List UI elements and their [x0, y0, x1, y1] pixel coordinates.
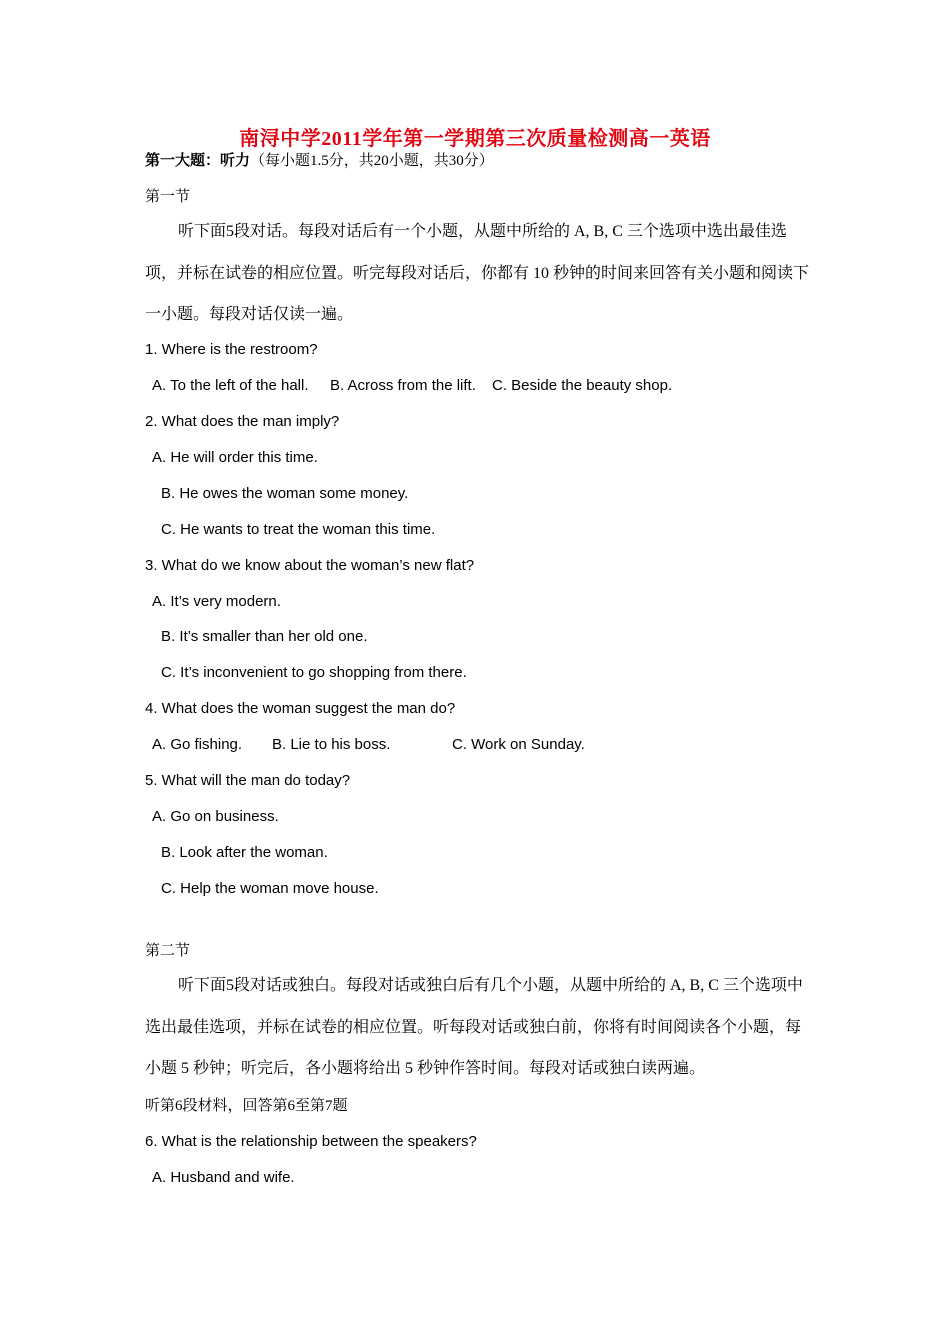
question-3-option-a: A. It’s very modern.	[152, 593, 281, 610]
section2-label: 第二节	[145, 943, 191, 959]
question-1-option-b: B. Across from the lift.	[330, 377, 476, 394]
question-4-option-b: B. Lie to his boss.	[272, 736, 391, 753]
section2-subheading: 听第6段材料，回答第6至第7题	[145, 1098, 348, 1114]
question-1-option-a: A. To the left of the hall.	[152, 377, 309, 394]
question-6-stem: 6. What is the relationship between the speakers?	[145, 1133, 477, 1150]
question-4-stem: 4. What does the woman suggest the man do?	[145, 700, 456, 717]
question-3-stem: 3. What do we know about the woman’s new flat?	[145, 557, 475, 574]
question-2-option-b: B. He owes the woman some money.	[161, 485, 409, 502]
question-2-option-c: C. He wants to treat the woman this time.	[161, 521, 436, 538]
question-5-option-a: A. Go on business.	[152, 808, 279, 825]
question-1-option-c: C. Beside the beauty shop.	[492, 377, 673, 394]
question-1-stem: 1. Where is the restroom?	[145, 341, 318, 358]
part1-heading-note: （每小题1.5分，共20小题，共30分）	[250, 153, 494, 169]
question-4-option-a: A. Go fishing.	[152, 736, 243, 753]
document-title: 南浔中学2011学年第一学期第三次质量检测高一英语	[239, 128, 711, 150]
section1-instructions: 听下面5段对话。每段对话后有一个小题，从题中所给的 A, B, C 三个选项中选出最佳选项，并标在试卷的相应位置。听完每段对话后，你都有 10 秒钟的时间来回答有关小题和阅读下一小题。每段对话仅读一遍。	[145, 223, 810, 323]
question-5-option-c: C. Help the woman move house.	[161, 880, 379, 897]
question-2-option-a: A. He will order this time.	[152, 449, 318, 466]
question-5-stem: 5. What will the man do today?	[145, 772, 351, 789]
question-2-stem: 2. What does the man imply?	[145, 413, 340, 430]
question-5-option-b: B. Look after the woman.	[161, 844, 328, 861]
part1-heading	[145, 152, 494, 170]
part1-heading-bold: 第一大题：听力	[145, 153, 251, 169]
question-3-option-c: C. It’s inconvenient to go shopping from there.	[161, 664, 467, 681]
question-6-option-a: A. Husband and wife.	[152, 1169, 295, 1186]
section1-label: 第一节	[145, 189, 191, 205]
question-3-option-b: B. It’s smaller than her old one.	[161, 628, 368, 645]
question-4-option-c: C. Work on Sunday.	[452, 736, 585, 753]
section2-instructions: 听下面5段对话或独白。每段对话或独白后有几个小题，从题中所给的 A, B, C 三个选项中选出最佳选项，并标在试卷的相应位置。听每段对话或独白前，你将有时间阅读各个小题，每小题 5 秒钟；听完后，各小题将给出 5 秒钟作答时间。每段对话或独白读两遍。	[145, 977, 803, 1077]
